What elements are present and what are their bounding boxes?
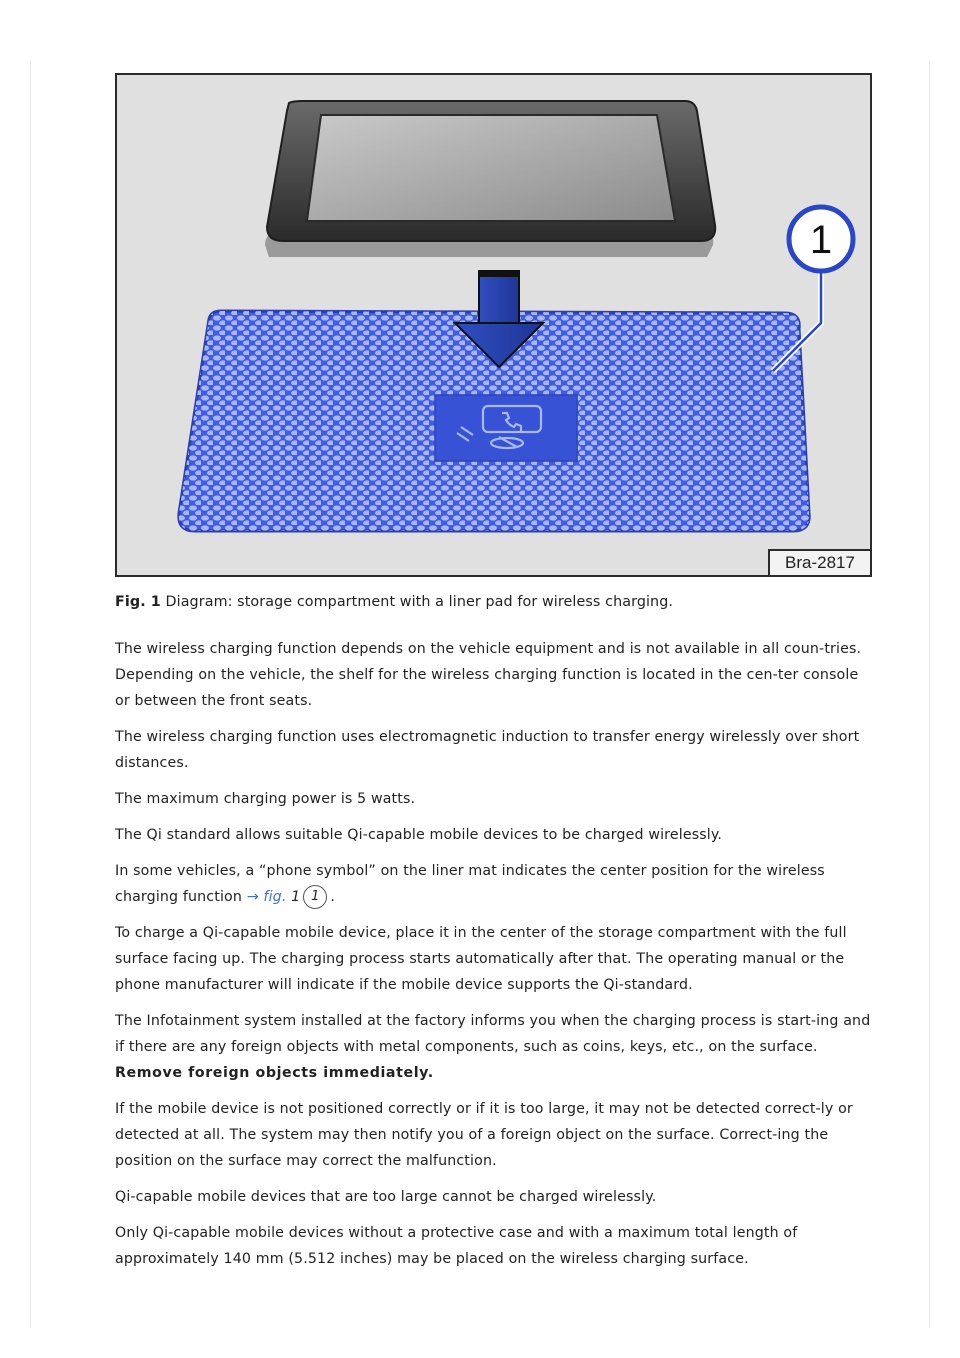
paragraph: To charge a Qi-capable mobile device, place it in the center of the storage compartment with the full surface facing up. The charging process starts automatically after that. The operating manual or the phone manufacturer will indicate if the mobile device supports the Qi-standard. [115, 925, 847, 993]
paragraph [115, 1008, 877, 1086]
paragraph: If the mobile device is not positioned correctly or if it is too large, it may not be detected correct-ly or detected at all. The system may then notify you of a foreign object on the surface. Correct-ing the position on the surface may correct the malfunction. [115, 1101, 853, 1169]
caption-label: Fig. 1 [115, 594, 161, 610]
figure-number: 1 [291, 889, 301, 905]
left-margin-line [30, 62, 31, 1328]
figure-reference-text: fig. [263, 889, 287, 905]
paragraph: The wireless charging function uses electromagnetic induction to transfer energy wirelessly over short distances. [115, 729, 860, 771]
wireless-charging-figure [115, 73, 872, 577]
right-margin-line [929, 62, 930, 1328]
caption-text: Diagram: storage compartment with a liner pad for wireless charging. [165, 594, 674, 610]
callout-badge: 1 [303, 885, 327, 909]
mobile-device-illustration [265, 101, 715, 257]
paragraph: Qi-capable mobile devices that are too large cannot be charged wirelessly. [115, 1189, 657, 1205]
paragraph [115, 858, 877, 910]
paragraph: The wireless charging function depends on the vehicle equipment and is not available in all coun-tries. Depending on the vehicle, the shelf for the wireless charging function is located in the cen-ter console or between the front seats. [115, 641, 862, 709]
figure-caption [115, 590, 875, 614]
paragraph-text: The Infotainment system installed at the factory informs you when the charging process is start-ing and if there are any foreign objects with metal components, such as coins, keys, etc., on the surface. [115, 1013, 871, 1055]
callout-number: 1 [809, 218, 833, 262]
paragraph-text: In some vehicles, a “phone symbol” on the liner mat indicates the center position for the wireless charging function [115, 863, 825, 905]
figure-reference-link[interactable] [247, 889, 287, 905]
body-text [115, 636, 877, 1282]
paragraph: Only Qi-capable mobile devices without a protective case and with a maximum total length of approximately 140 mm (5.512 inches) may be placed on the wireless charging surface. [115, 1225, 798, 1267]
sentence-end: . [330, 889, 336, 905]
paragraph: The Qi standard allows suitable Qi-capable mobile devices to be charged wirelessly. [115, 827, 723, 843]
arrow-right-icon: → [246, 889, 259, 905]
charging-diagram [117, 75, 870, 575]
paragraph: The maximum charging power is 5 watts. [115, 791, 416, 807]
figure-code: Bra-2817 [768, 549, 870, 575]
warning-emphasis: Remove foreign objects immediately. [115, 1065, 434, 1081]
